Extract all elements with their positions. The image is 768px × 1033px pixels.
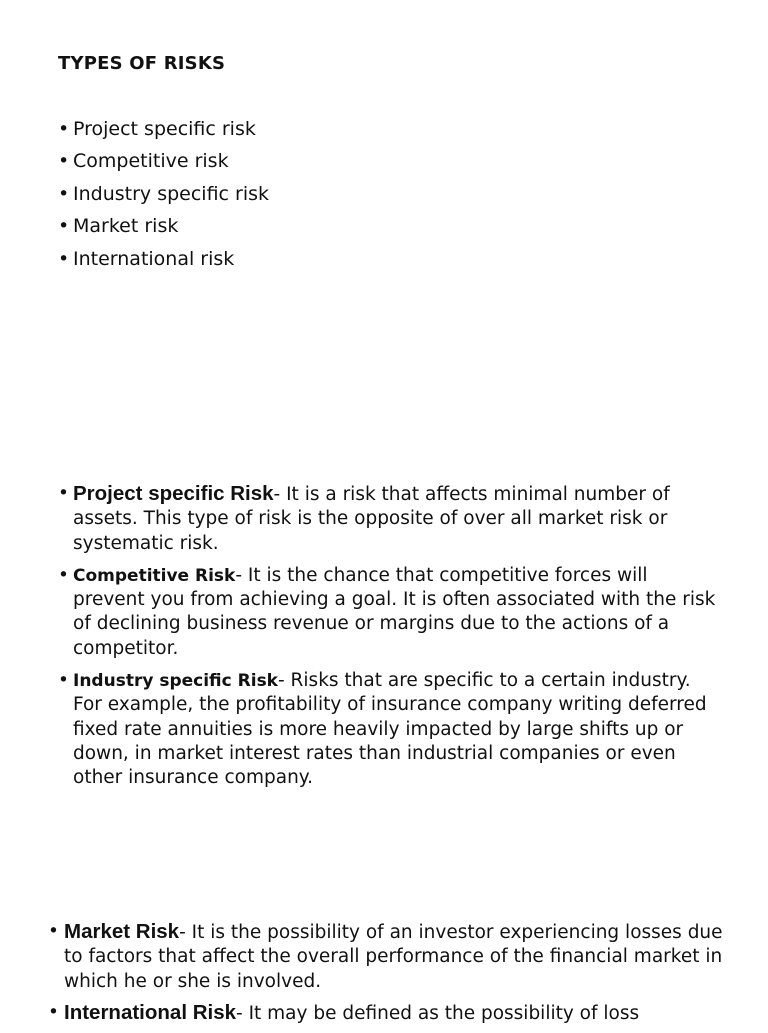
bullet-icon: • [58,247,70,270]
bullet-icon: • [58,215,70,238]
definition-item-international [48,1001,728,1026]
definition-term: Project specific Risk [73,482,274,505]
list-item-label: Project specific risk [73,118,256,140]
definition-text: - It may be defined as the possibility of loss [236,1002,640,1024]
list-item-label: Competitive risk [73,150,229,173]
bullet-icon: • [58,150,70,173]
list-item [58,245,269,277]
list-item [58,147,269,179]
list-item-label: Industry specific risk [73,182,270,205]
bullet-icon: • [58,483,69,504]
definition-item-market [48,920,728,994]
list-item [58,180,269,212]
definition-term: Competitive Risk [73,565,236,586]
bullet-icon: • [58,564,69,586]
list-item-label: International risk [73,247,235,270]
bullet-icon: • [58,118,70,140]
definition-text: - Risks that are specific to a certain industry. For example, the profitability of insurance company writing deferred fixed rate annuities is more heavily impacted by large shifts up or down, in market interest rates than industrial companies or even other insurance company. [73,670,707,789]
list-item [58,115,269,147]
slide-risk-definitions-1 [0,440,768,880]
risk-types-list [58,115,269,277]
definition-item-competitive [58,564,718,661]
slide-title: TYPES OF RISKS [58,53,226,74]
definition-item-industry-specific [58,669,718,790]
definition-list [48,920,728,1033]
bullet-icon: • [58,670,69,692]
bullet-icon: • [48,1001,59,1023]
definition-item-project-specific [58,482,718,556]
definition-list [58,482,718,799]
definition-text: - It is a risk that affects minimal number of assets. This type of risk is the opposite of over all market risk or systematic risk. [73,484,670,554]
list-item-label: Market risk [73,215,179,238]
definition-text: - It is the chance that competitive forces will prevent you from achieving a goal. It is often associated with the risk of declining business revenue or margins due to the actions of a competitor. [73,564,716,659]
definition-term: Market Risk [64,920,180,943]
list-item [58,212,269,244]
definition-term: International Risk [64,1000,237,1024]
bullet-icon: • [58,182,70,205]
slide-risk-definitions-2 [0,880,768,1024]
bullet-icon: • [48,921,59,942]
definition-term: Industry specific Risk [73,671,278,692]
definition-text: - It is the possibility of an investor experiencing losses due to factors that affect the overall performance of the financial market in which he or she is involved. [64,922,723,992]
slide-types-of-risks [0,0,768,440]
